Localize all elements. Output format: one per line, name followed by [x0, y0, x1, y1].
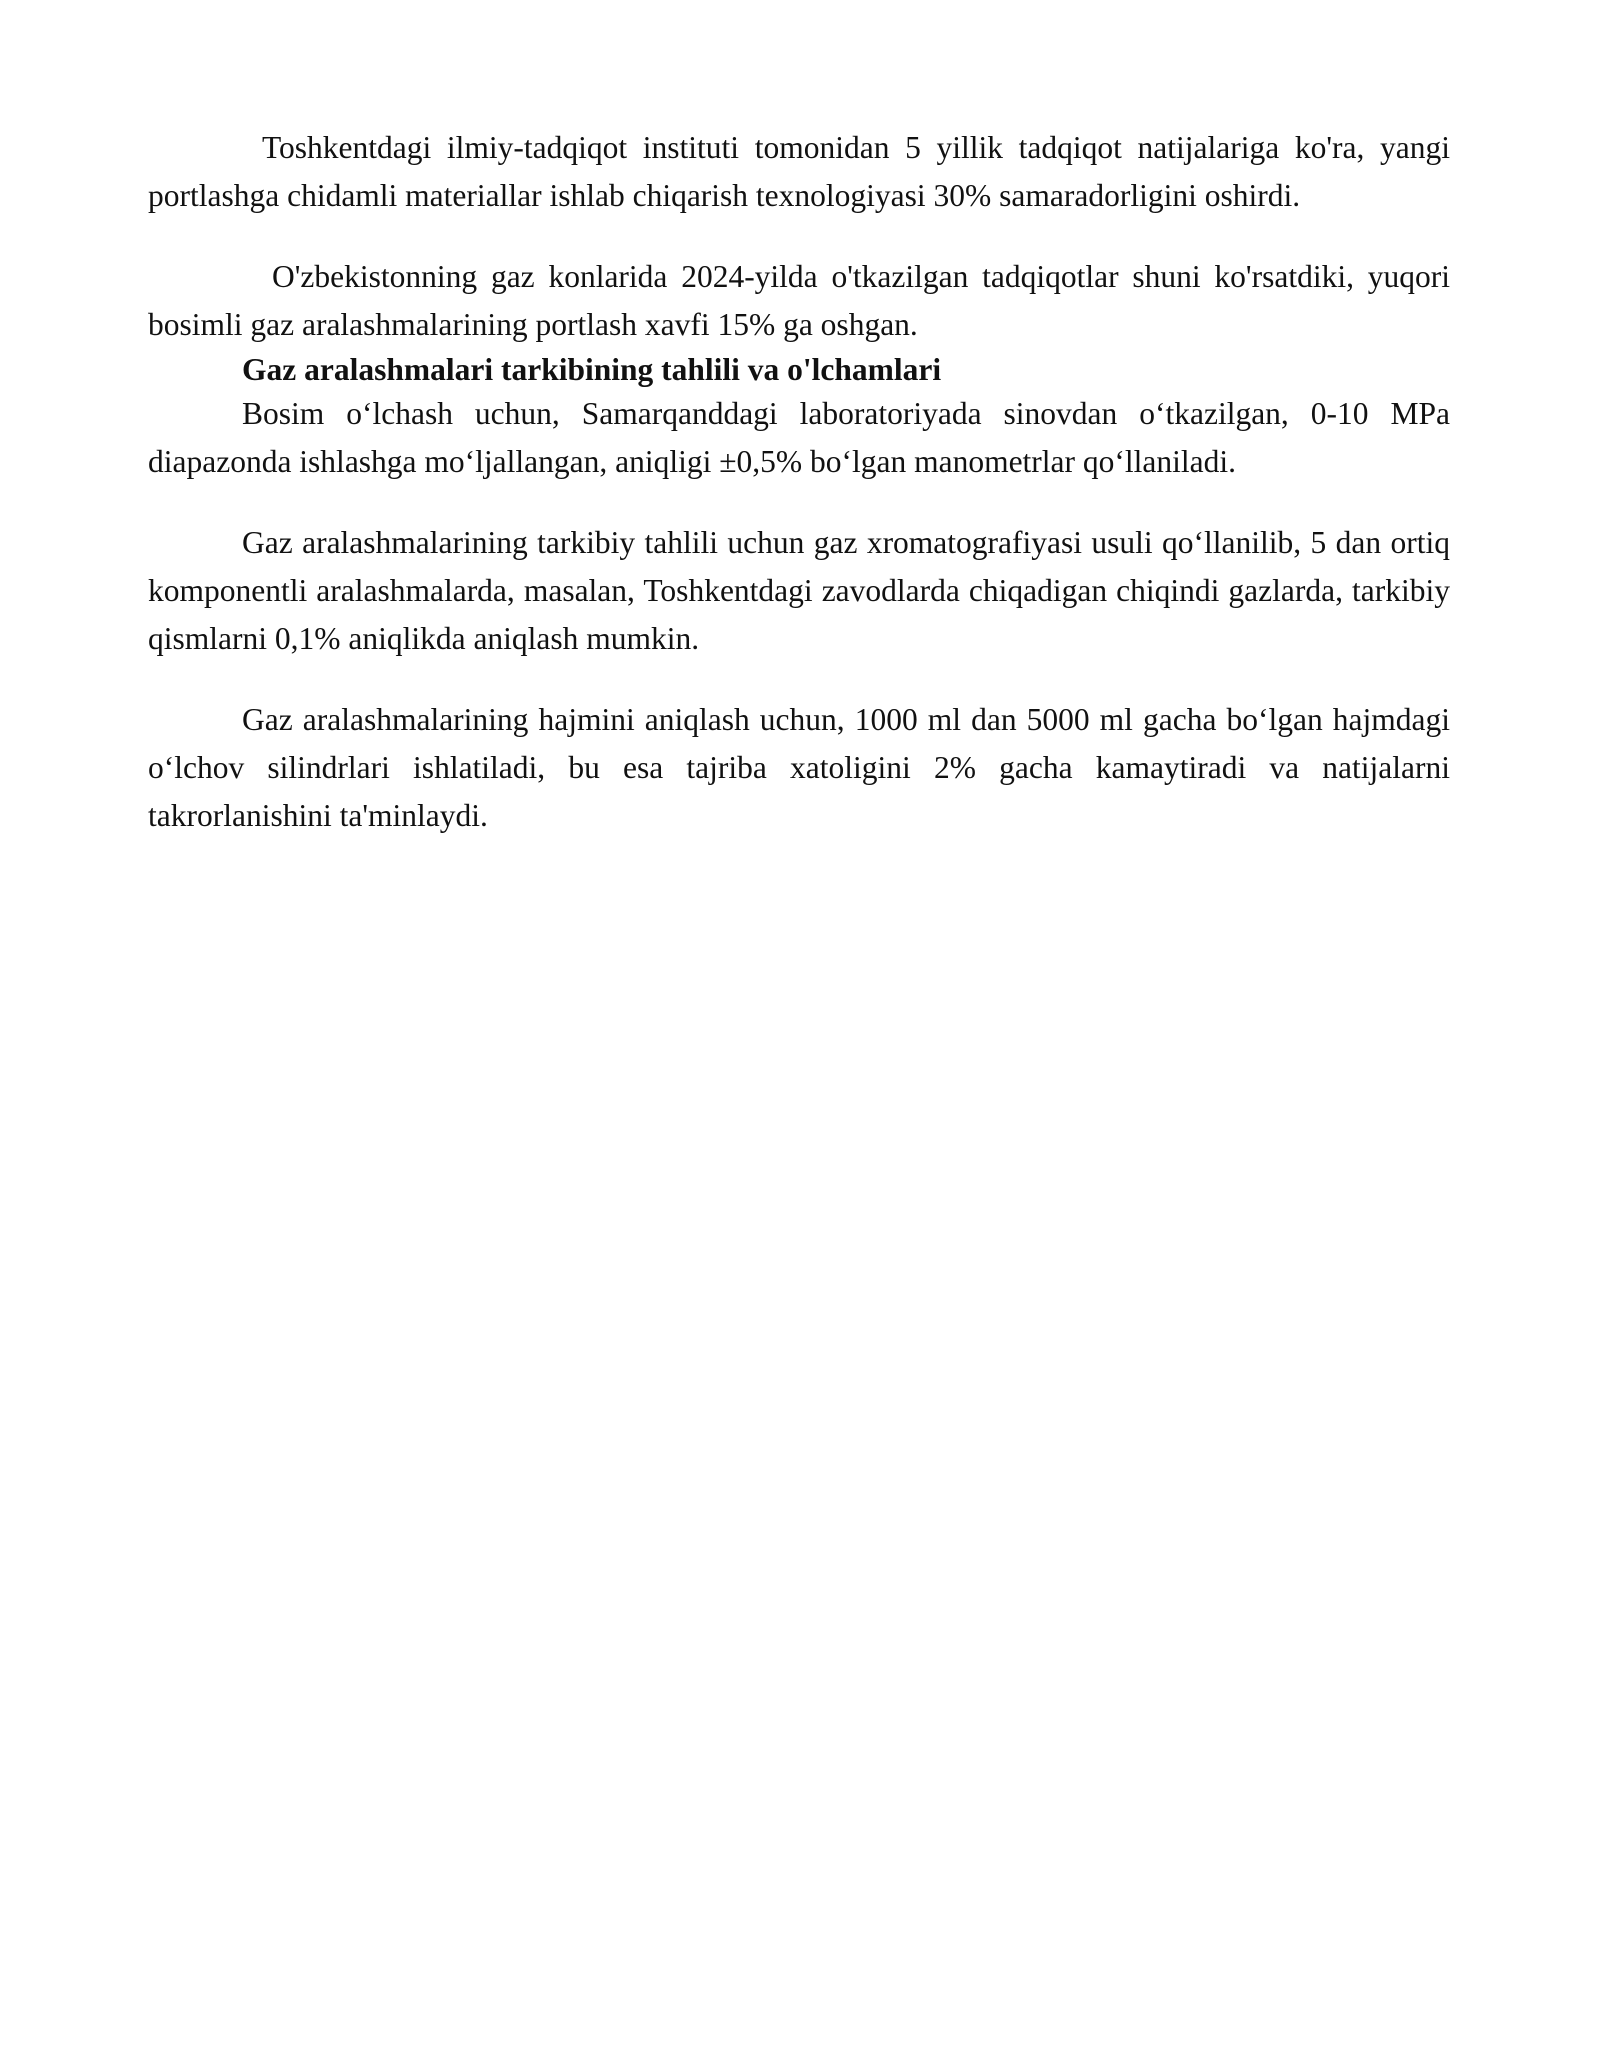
- section-heading: Gaz aralashmalari tarkibining tahlili va o'lchamlari: [242, 352, 942, 387]
- paragraph-chromatography: Gaz aralashmalarining tarkibiy tahlili uchun gaz xromatografiyasi usuli qoʻllanilib, 5 dan ortiq komponentli aralashmalarda, masalan, Toshkentdagi zavodlarda chiqadigan chiqindi gazlarda, tarkibiy qismlarni 0,1% aniqlikda aniqlash mumkin.: [148, 525, 1450, 656]
- paragraph-volume-measurement: Gaz aralashmalarining hajmini aniqlash uchun, 1000 ml dan 5000 ml gacha boʻlgan hajmdagi oʻlchov silindrlari ishlatiladi, bu esa tajriba xatoligini 2% gacha kamaytiradi va natijalarni takrorlanishini ta'minlaydi.: [148, 702, 1450, 833]
- paragraph-institute-research: Toshkentdagi ilmiy-tadqiqot instituti tomonidan 5 yillik tadqiqot natijalariga ko'ra, yangi portlashga chidamli materiallar ishlab chiqarish texnologiyasi 30% samaradorligini oshirdi.: [148, 130, 1450, 213]
- paragraph-pressure-measurement: Bosim oʻlchash uchun, Samarqanddagi laboratoriyada sinovdan oʻtkazilgan, 0-10 MPa diapazonda ishlashga moʻljallangan, aniqligi ±0,5% boʻlgan manometrlar qoʻllaniladi.: [148, 396, 1450, 479]
- paragraph-gas-fields-study: O'zbekistonning gaz konlarida 2024-yilda o'tkazilgan tadqiqotlar shuni ko'rsatdiki, yuqori bosimli gaz aralashmalarining portlash xavfi 15% ga oshgan.: [148, 259, 1450, 342]
- document-body: [148, 124, 1450, 840]
